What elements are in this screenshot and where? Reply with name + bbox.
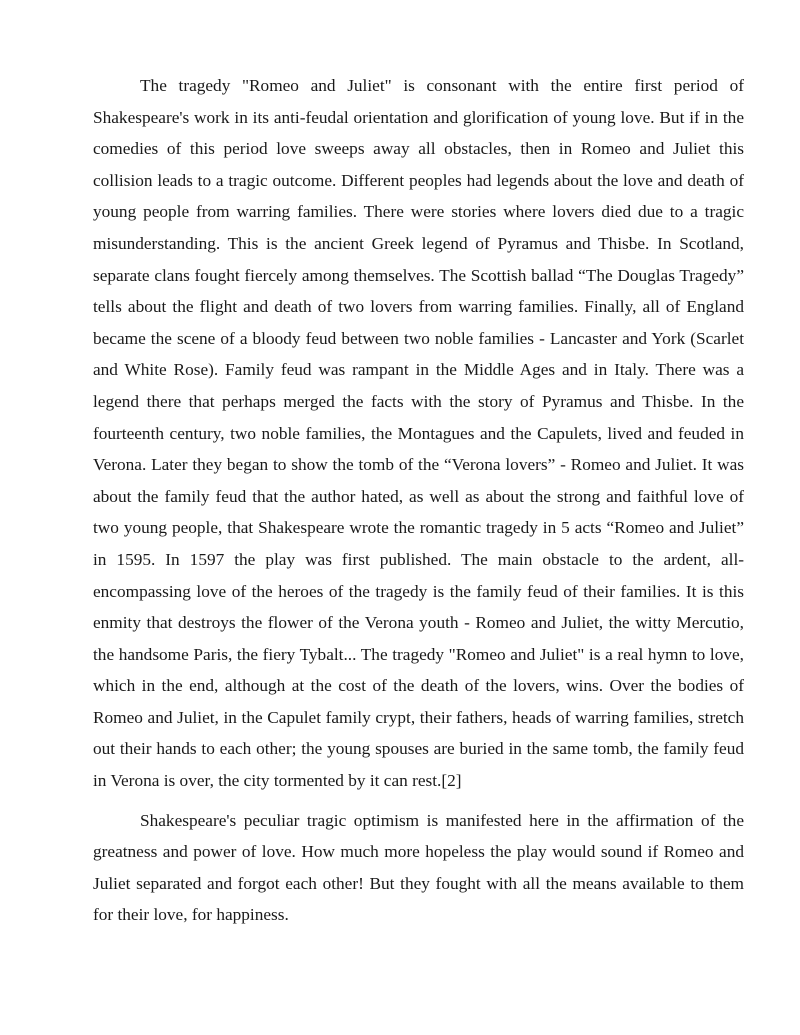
paragraph-romeo-and-juliet-history: The tragedy "Romeo and Juliet" is consonant with the entire first period of Shakespeare's work in its anti-feudal orientation and glorification of young love. But if in the comedies of this period love sweeps away all obstacles, then in Romeo and Juliet this collision leads to a tragic outcome. Different peoples had legends about the love and death of young people from warring families. There were stories where lovers died due to a tragic misunderstanding. This is the ancient Greek legend of Pyramus and Thisbe. In Scotland, separate clans fought fiercely among themselves. The Scottish ballad “The Douglas Tragedy” tells about the flight and death of two lovers from warring families. Finally, all of England became the scene of a bloody feud between two noble families - Lancaster and York (Scarlet and White Rose). Family feud was rampant in the Middle Ages and in Italy. There was a legend there that perhaps merged the facts with the story of Pyramus and Thisbe. In the fourteenth century, two noble families, the Montagues and the Capulets, lived and feuded in Verona. Later they began to show the tomb of the “Verona lovers” - Romeo and Juliet. It was about the family feud that the author hated, as well as about the strong and faithful love of two young people, that Shakespeare wrote the romantic tragedy in 5 acts “Romeo and Juliet” in 1595. In 1597 the play was first published. The main obstacle to the ardent, all-encompassing love of the heroes of the tragedy is the family feud of their families. It is this enmity that destroys the flower of the Verona youth - Romeo and Juliet, the witty Mercutio, the handsome Paris, the fiery Tybalt... The tragedy "Romeo and Juliet" is a real hymn to love, which in the end, although at the cost of the death of the lovers, wins. Over the bodies of Romeo and Juliet, in the Capulet family crypt, their fathers, heads of warring families, stretch out their hands to each other; the young spouses are buried in the same tomb, the family feud in Verona is over, the city tormented by it can rest.[2] xyxy=(93,76,744,791)
paragraph-tragic-optimism: Shakespeare's peculiar tragic optimism is manifested here in the affirmation of the greatness and power of love. How much more hopeless the play would sound if Romeo and Juliet separated and forgot each other! But they fought with all the means available to them for their love, for happiness. xyxy=(93,810,744,925)
document-page xyxy=(93,70,744,931)
